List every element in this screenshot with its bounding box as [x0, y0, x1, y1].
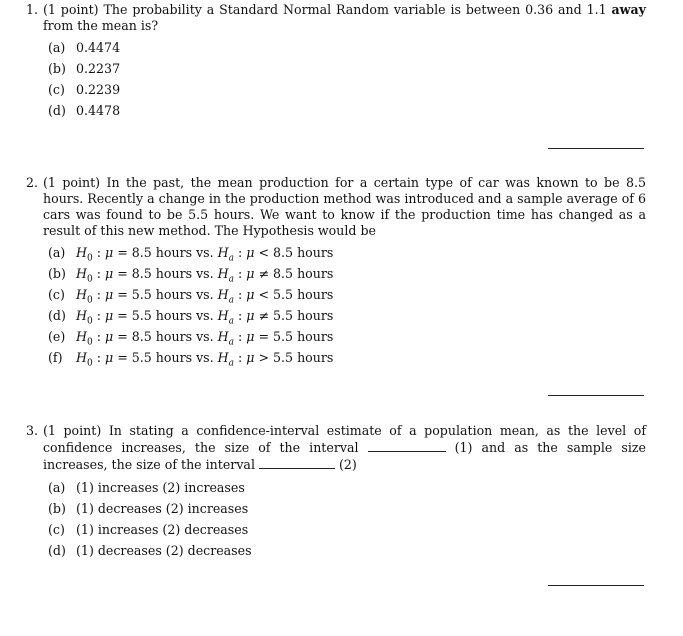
- option-label: (d): [48, 543, 66, 558]
- option-c[interactable]: (c) $H_0$ : μ = 5.5 hours vs. $H_a$ : μ < 5.5 hours: [48, 284, 646, 305]
- option-d[interactable]: [48, 540, 646, 561]
- option-label: (b): [48, 61, 66, 76]
- option-label: (f): [48, 350, 63, 365]
- option-label: (c): [48, 522, 65, 537]
- option-a[interactable]: [48, 37, 646, 58]
- option-a[interactable]: [48, 477, 646, 498]
- answer-line-1[interactable]: [548, 148, 644, 149]
- h0-text: = 5.5 hours vs.: [117, 350, 214, 365]
- option-label: (c): [48, 82, 65, 97]
- answer-line-2[interactable]: [548, 395, 644, 396]
- fill-blank-1[interactable]: [368, 439, 446, 452]
- question-number: 2.: [26, 175, 39, 190]
- option-text: 0.2237: [76, 61, 121, 76]
- ha-text: > 5.5 hours: [258, 350, 334, 365]
- question-points: (1 point): [43, 423, 102, 438]
- options-list: [26, 477, 646, 561]
- options-list: [26, 37, 646, 121]
- option-e[interactable]: (e) $H_0$ : μ = 8.5 hours vs. $H_a$ : μ = 5.5 hours: [48, 326, 646, 347]
- option-b[interactable]: [48, 58, 646, 79]
- answer-line-3[interactable]: [548, 585, 644, 586]
- options-list: [26, 242, 646, 368]
- question-1-stem: [26, 2, 646, 34]
- question-1: [26, 2, 646, 121]
- question-text-end: from the mean is?: [43, 18, 159, 33]
- option-b[interactable]: [48, 498, 646, 519]
- option-text: 0.4474: [76, 40, 121, 55]
- blank-marker-2: (2): [339, 457, 357, 472]
- question-3-stem: [26, 423, 646, 473]
- question-2-stem: [26, 175, 646, 239]
- question-text: In stating a confidence-interval estimate of a population mean, as the level of confidence increases, the size of the interval: [43, 423, 646, 455]
- question-points: (1 point): [43, 175, 101, 190]
- option-label: (a): [48, 480, 66, 495]
- option-f[interactable]: (f) $H_0$ : μ = 5.5 hours vs. $H_a$ : μ > 5.5 hours: [48, 347, 646, 368]
- question-number: 3.: [26, 423, 39, 438]
- h0-text: = 5.5 hours vs.: [117, 308, 214, 323]
- question-points: (1 point): [43, 2, 99, 17]
- question-emphasis: away: [611, 2, 646, 17]
- h0-text: = 5.5 hours vs.: [117, 287, 214, 302]
- option-c[interactable]: [48, 79, 646, 100]
- option-b[interactable]: (b) $H_0$ : μ = 8.5 hours vs. $H_a$ : μ ≠ 8.5 hours: [48, 263, 646, 284]
- option-label: (d): [48, 308, 66, 323]
- option-label: (b): [48, 501, 66, 516]
- blank-marker-1: (1): [454, 440, 473, 455]
- h0-text: = 8.5 hours vs.: [117, 329, 214, 344]
- option-label: (c): [48, 287, 65, 302]
- option-label: (d): [48, 103, 66, 118]
- option-text: 0.2239: [76, 82, 121, 97]
- option-label: (b): [48, 266, 66, 281]
- option-label: (e): [48, 329, 66, 344]
- question-number: 1.: [26, 2, 39, 17]
- question-text-continued: and as the sample size increases, the size of the interval: [43, 440, 646, 472]
- option-d[interactable]: (d) $H_0$ : μ = 5.5 hours vs. $H_a$ : μ ≠ 5.5 hours: [48, 305, 646, 326]
- ha-text: < 5.5 hours: [258, 287, 334, 302]
- question-2: [26, 175, 646, 368]
- option-text: (1) increases (2) increases: [76, 480, 245, 495]
- ha-text: ≠ 8.5 hours: [258, 266, 334, 281]
- option-label: (a): [48, 40, 66, 55]
- fill-blank-2[interactable]: [259, 456, 335, 469]
- option-text: 0.4478: [76, 103, 121, 118]
- option-label: (a): [48, 245, 66, 260]
- ha-text: < 8.5 hours: [258, 245, 334, 260]
- option-d[interactable]: [48, 100, 646, 121]
- option-text: (1) decreases (2) decreases: [76, 543, 252, 558]
- h0-text: = 8.5 hours vs.: [117, 266, 214, 281]
- question-3: [26, 423, 646, 561]
- ha-text: = 5.5 hours: [258, 329, 334, 344]
- option-text: (1) increases (2) decreases: [76, 522, 249, 537]
- option-c[interactable]: [48, 519, 646, 540]
- h0-text: = 8.5 hours vs.: [117, 245, 214, 260]
- ha-text: ≠ 5.5 hours: [258, 308, 334, 323]
- question-text: The probability a Standard Normal Random variable is between 0.36 and 1.1: [103, 2, 607, 17]
- question-text: In the past, the mean production for a certain type of car was known to be 8.5 hours. Recently a change in the production method was introduced and a sample average of 6 cars was found to be 5.5 hours. We want to know if the production time has changed as a result of this new method. The Hypothesis would be: [43, 175, 646, 238]
- option-text: (1) decreases (2) increases: [76, 501, 249, 516]
- option-a[interactable]: (a) $H_0$ : μ = 8.5 hours vs. $H_a$ : μ < 8.5 hours: [48, 242, 646, 263]
